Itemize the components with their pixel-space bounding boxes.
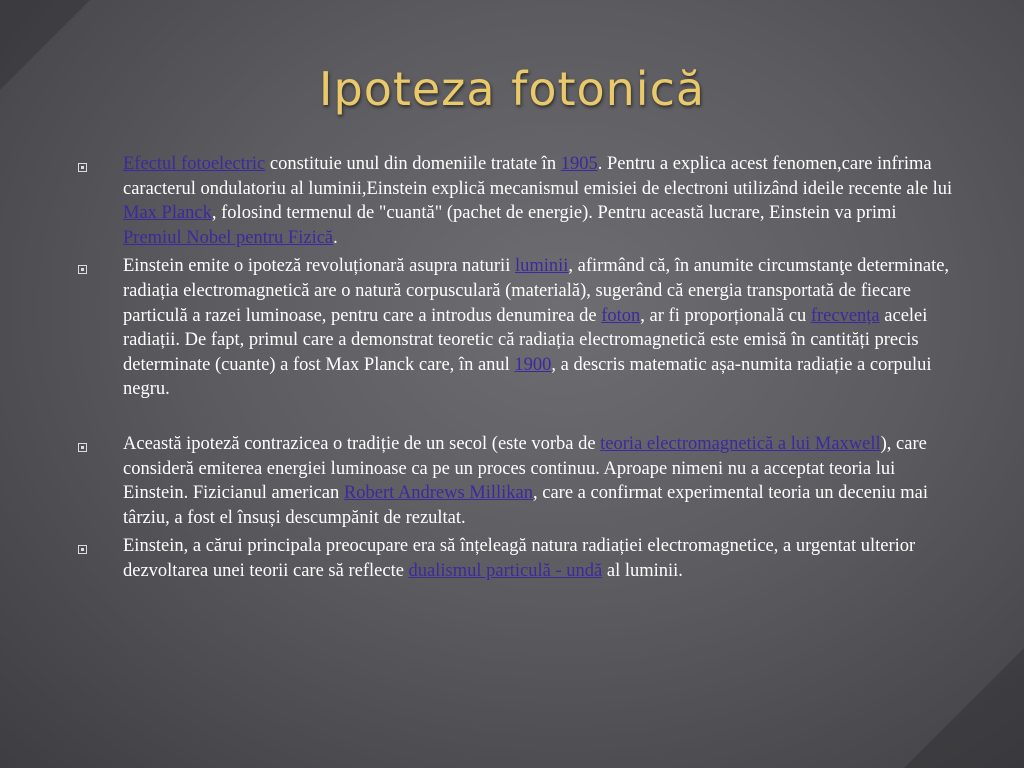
link-1905[interactable]: 1905: [560, 154, 598, 174]
bullet-text: [123, 534, 958, 583]
bullet-text-segment: al luminii.: [602, 560, 683, 581]
square-bullet-icon: [78, 545, 87, 554]
slide-title: Ipoteza fotonică: [318, 62, 706, 116]
bullet-item: [78, 534, 958, 583]
bullet-text: [123, 432, 958, 530]
bullet-text-segment: ), care consideră emiterea energiei luminoase ca pe un proces continuu. Aproape nimeni nu a acceptat teoria lui Einstein. Fizicianul american: [123, 433, 927, 504]
bullet-text-segment: , care a confirmat experimental teoria un deceniu mai târziu, a fost el însuși descumpănit de rezultat.: [123, 483, 928, 528]
slide-content: [78, 152, 958, 584]
link-frecventa[interactable]: frecvența: [810, 305, 880, 326]
link-teoria-maxwell[interactable]: teoria electromagnetică a lui Maxwell: [600, 433, 881, 454]
bullet-text-segment: , folosind termenul de "cuantă" (pachet de energie). Pentru această lucrare, Einstein va primi: [211, 203, 897, 224]
square-bullet-icon: [78, 163, 87, 172]
bullet-text-segment: Această ipoteză contrazicea o tradiție de un secol (este vorba de: [123, 433, 601, 454]
link-max-planck[interactable]: Max Planck: [123, 203, 212, 224]
bullet-text-segment: Einstein, a cărui principala preocupare era să înțeleagă natura radiației electromagnetice, a urgentat ulterior dezvoltarea unei teorii care să reflecte: [123, 536, 916, 581]
bullet-text-segment: . Pentru a explica acest fenomen,care infrima caracterul ondulatoriu al luminii,Einstein explică mecanismul emisiei de electroni utilizând ideile recente ale lui: [123, 154, 953, 199]
bullet-text: [123, 152, 958, 250]
link-efectul-fotoelectric[interactable]: Efectul fotoelectric: [123, 154, 266, 174]
link-luminii[interactable]: luminii: [514, 256, 569, 277]
square-bullet-icon: [78, 443, 87, 452]
link-premiul-nobel[interactable]: Premiul Nobel pentru Fizică: [123, 227, 334, 248]
link-foton[interactable]: foton: [601, 305, 641, 326]
bullet-text-segment: constituie unul din domeniile tratate în: [265, 154, 561, 174]
bullet-text-segment: acelei radiații. De fapt, primul care a demonstrat teoretic că radiația electromagnetică este emisă în cantități precis determinate (cuante) a fost Max Planck care, în anul: [123, 305, 928, 375]
link-dualismul[interactable]: dualismul particulă - undă: [408, 560, 603, 581]
bullet-item: [78, 254, 958, 402]
square-bullet-icon: [78, 265, 87, 274]
corner-decoration-bottom-right: [904, 648, 1024, 768]
bullet-text: [123, 254, 958, 402]
bullet-text-segment: , a descris matematic așa-numita radiație a corpului negru.: [123, 354, 932, 400]
bullet-text-segment: , afirmând că, în anumite circumstanţe determinate, radiația electromagnetică are o natură corpusculară (materială), sugerând că energia transportată de fiecare particulă a razei luminoase, pentru care a introdus denumirea de: [123, 256, 950, 326]
bullet-text-segment: , ar fi proporțională cu: [640, 305, 811, 326]
bullet-item: [78, 152, 958, 250]
bullet-text-segment: Einstein emite o ipoteză revoluționară asupra naturii: [123, 256, 515, 277]
link-robert-millikan[interactable]: Robert Andrews Millikan: [343, 483, 533, 504]
bullet-item: [78, 432, 958, 530]
link-1900[interactable]: 1900: [514, 354, 552, 375]
bullet-text-segment: .: [333, 227, 338, 248]
